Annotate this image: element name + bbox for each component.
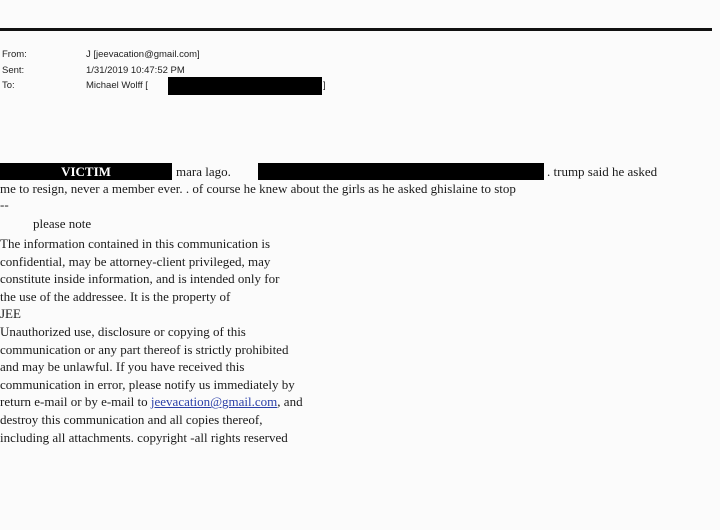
to-label: To:	[2, 80, 15, 91]
body-text-mara-lago: mara lago.	[176, 164, 231, 179]
signature-separator: --	[0, 197, 9, 212]
disclaimer-line: and may be unlawful. If you have received this	[0, 359, 245, 375]
disclaimer-line-email	[0, 393, 303, 411]
sent-value: 1/31/2019 10:47:52 PM	[86, 65, 185, 76]
disclaimer-line: communication or any part thereof is strictly prohibited	[0, 341, 289, 357]
disclaimer-line: including all attachments. copyright -all rights reserved	[0, 429, 288, 445]
disclaimer-text: , and	[277, 394, 303, 410]
to-value: Michael Wolff [	[86, 80, 148, 91]
disclaimer-line: Unauthorized use, disclosure or copying of this	[0, 323, 246, 339]
please-note: please note	[33, 216, 92, 231]
disclaimer-line: confidential, may be attorney-client privileged, may	[0, 253, 271, 269]
body-text-line2: me to resign, never a member ever. . of course he knew about the girls as he asked ghislaine to stop	[0, 181, 516, 196]
disclaimer-line: JEE	[0, 306, 21, 322]
disclaimer-line: constitute inside information, and is intended only for	[0, 271, 280, 287]
email-link[interactable]: jeevacation@gmail.com	[150, 394, 278, 410]
body-text-trump: . trump said he asked	[547, 164, 658, 179]
to-close-bracket: ]	[323, 80, 326, 91]
disclaimer-line: destroy this communication and all copies thereof,	[0, 411, 263, 427]
header-divider	[0, 28, 712, 31]
victim-redaction-label: VICTIM	[0, 163, 172, 180]
disclaimer	[0, 235, 303, 446]
from-label: From:	[2, 49, 27, 60]
disclaimer-text: return e-mail or by e-mail to	[0, 394, 151, 410]
redaction-body	[258, 163, 544, 180]
disclaimer-line: the use of the addressee. It is the property of	[0, 288, 231, 304]
disclaimer-line: The information contained in this communication is	[0, 236, 271, 251]
redaction-to-email	[168, 77, 322, 95]
disclaimer-line: communication in error, please notify us immediately by	[0, 376, 295, 392]
from-value: J [jeevacation@gmail.com]	[86, 49, 200, 60]
sent-label: Sent:	[2, 65, 25, 76]
